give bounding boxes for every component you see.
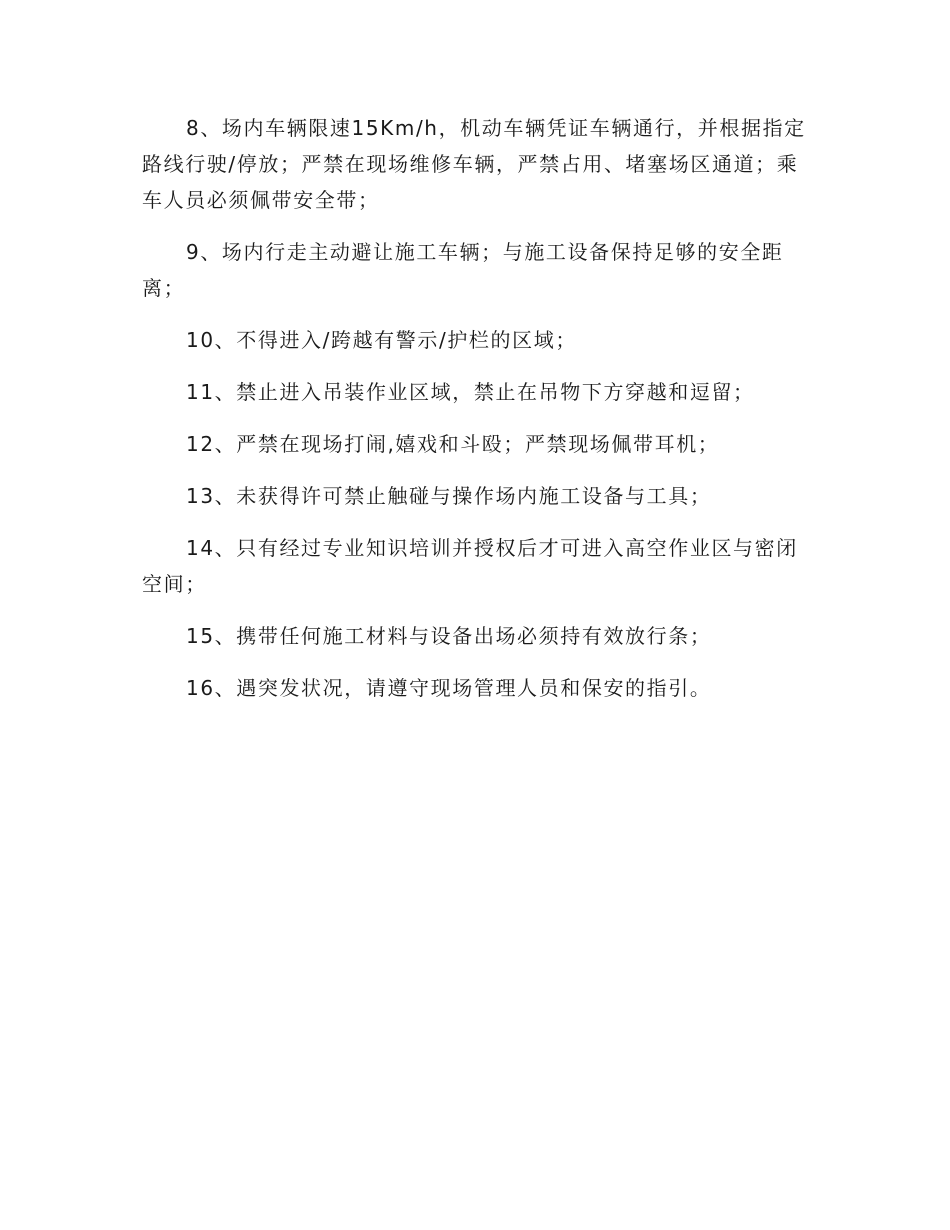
rule-item-12: 12、严禁在现场打闹,嬉戏和斗殴；严禁现场佩带耳机； — [186, 432, 720, 456]
rule-item-10: 10、不得进入/跨越有警示/护栏的区域； — [186, 328, 577, 352]
document-body — [142, 110, 812, 722]
rule-item-8: 8、场内车辆限速15Km/h，机动车辆凭证车辆通行，并根据指定路线行驶/停放；严禁在现场维修车辆，严禁占用、堵塞场区通道；乘车人员必须佩带安全带； — [142, 116, 806, 212]
rule-item-15: 15、携带任何施工材料与设备出场必须持有效放行条； — [186, 624, 712, 648]
rule-item-11: 11、禁止进入吊装作业区域，禁止在吊物下方穿越和逗留； — [186, 380, 755, 404]
rule-item-13: 13、未获得许可禁止触碰与操作场内施工设备与工具； — [186, 484, 712, 508]
rule-item-14: 14、只有经过专业知识培训并授权后才可进入高空作业区与密闭空间； — [142, 536, 798, 596]
rule-item-9: 9、场内行走主动避让施工车辆；与施工设备保持足够的安全距离； — [142, 240, 784, 300]
rule-item-16: 16、遇突发状况，请遵守现场管理人员和保安的指引。 — [186, 676, 712, 700]
